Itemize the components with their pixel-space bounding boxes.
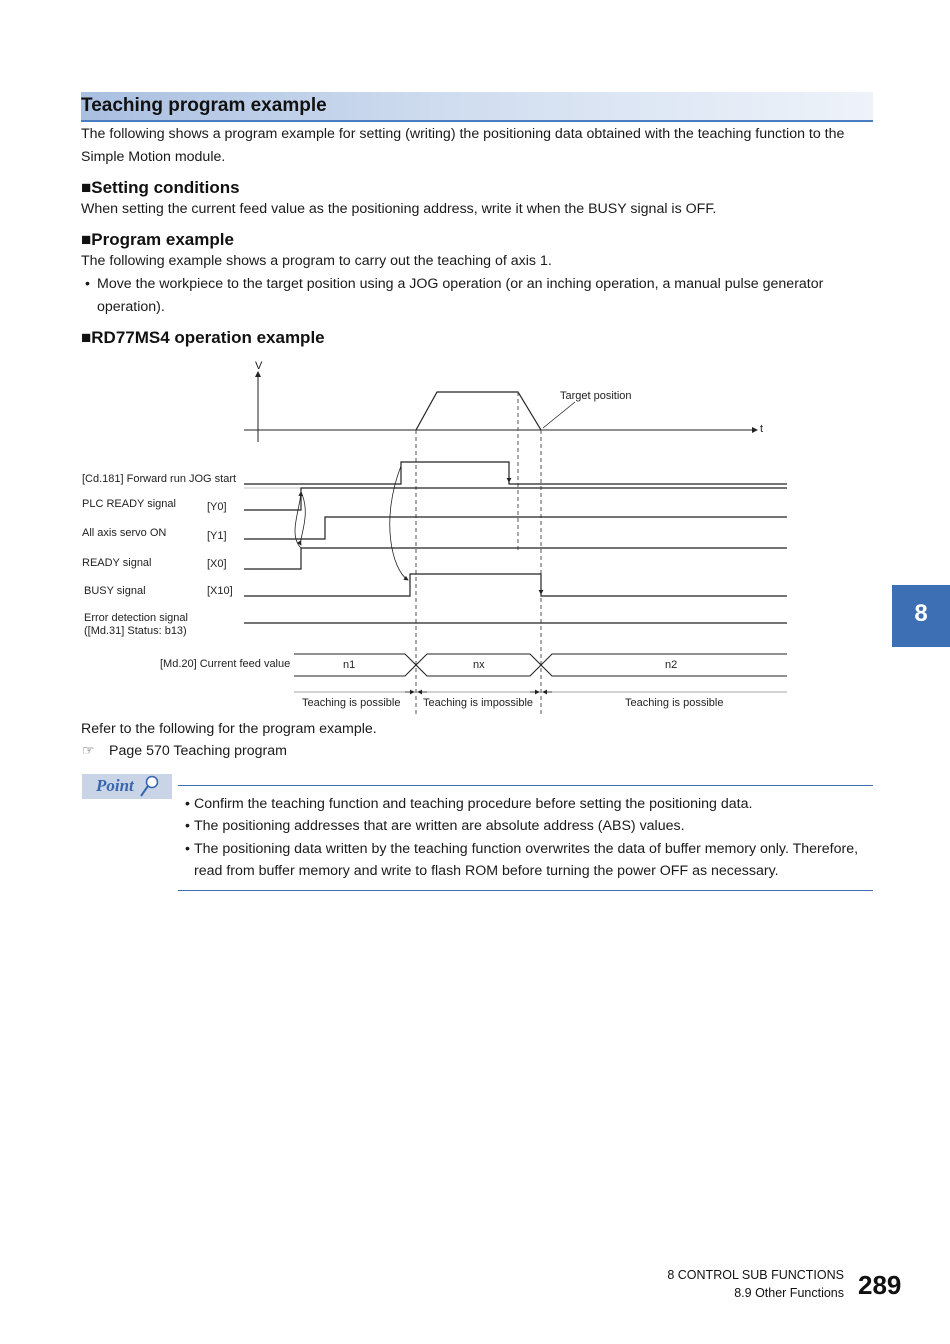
bullet-mark: •	[85, 276, 90, 292]
waveform-servo-on	[244, 517, 787, 539]
feed-value-nx: nx	[473, 659, 485, 671]
intro-line-1: The following shows a program example for setting (writing) the positioning data obtained with the teaching function to the	[81, 126, 845, 142]
point-item-1: Confirm the teaching function and teaching procedure before setting the positioning data.	[194, 796, 753, 812]
error-label-line-1: Error detection signal	[84, 612, 188, 624]
bullet-line-1: Move the workpiece to the target position using a JOG operation (or an inching operation, a manual pulse generator	[97, 276, 824, 292]
waveform-plc-ready	[244, 488, 787, 510]
signal-label-jog: [Cd.181] Forward run JOG start	[82, 473, 237, 485]
point-bullet-3: •	[185, 841, 190, 857]
section-title: Teaching program example	[81, 95, 327, 116]
point-bullet-2: •	[185, 818, 190, 834]
chapter-tab[interactable]: 8	[892, 585, 950, 647]
teaching-possible-2: Teaching is possible	[625, 697, 724, 709]
intro-line-2: Simple Motion module.	[81, 148, 226, 165]
feed-value-n1: n1	[343, 659, 356, 671]
reference-text: Refer to the following for the program example.	[81, 721, 377, 737]
footer-section: 8.9 Other Functions	[734, 1286, 844, 1300]
waveform-busy	[244, 574, 787, 596]
waveform-jog-start	[244, 462, 787, 484]
timing-diagram	[0, 340, 950, 715]
reference-link[interactable]: Page 570 Teaching program	[109, 743, 287, 759]
feed-value-label: [Md.20] Current feed value	[160, 658, 291, 670]
point-divider-top	[178, 785, 873, 786]
t-axis-label: t	[760, 423, 764, 435]
signal-device-x10: [X10]	[207, 585, 233, 597]
signal-label-ready: READY signal	[82, 557, 152, 569]
v-axis-label: V	[255, 360, 263, 372]
point-label: Point	[96, 776, 134, 795]
link-hand-icon: ☞	[82, 743, 95, 759]
teaching-possible-1: Teaching is possible	[302, 697, 401, 709]
footer-chapter: 8 CONTROL SUB FUNCTIONS	[667, 1268, 844, 1282]
signal-label-plc-ready: PLC READY signal	[82, 498, 176, 510]
section-title-bar	[81, 92, 873, 122]
signal-device-y0: [Y0]	[207, 501, 227, 513]
teaching-impossible: Teaching is impossible	[423, 697, 534, 709]
signal-label-servo-on: All axis servo ON	[82, 527, 167, 539]
arrow-jog-to-busy	[390, 466, 408, 580]
point-item-3-continued: read from buffer memory and write to flash ROM before turning the power OFF as necessary.	[194, 863, 779, 879]
point-bullet-1: •	[185, 796, 190, 812]
setting-conditions-heading: ■Setting conditions	[81, 178, 240, 197]
target-position-label: Target position	[560, 390, 632, 402]
feed-value-n2: n2	[665, 659, 678, 671]
operation-example-heading: ■RD77MS4 operation example	[81, 328, 325, 347]
bullet-line-2: operation).	[97, 298, 165, 315]
point-item-2: The positioning addresses that are written are absolute address (ABS) values.	[194, 818, 685, 834]
point-item-3: The positioning data written by the teaching function overwrites the data of buffer memory only. Therefore,	[194, 841, 859, 857]
program-example-text: The following example shows a program to carry out the teaching of axis 1.	[81, 253, 552, 269]
magnifier-icon	[138, 774, 160, 798]
point-divider-bottom	[178, 890, 873, 891]
program-example-heading: ■Program example	[81, 230, 234, 249]
signal-label-busy: BUSY signal	[84, 585, 146, 597]
intro-paragraph	[81, 123, 881, 168]
setting-conditions-text: When setting the current feed value as the positioning address, write it when the BUSY signal is OFF.	[81, 201, 717, 217]
error-label-line-2: ([Md.31] Status: b13)	[84, 625, 187, 637]
target-position-pointer	[543, 402, 575, 428]
bullet-item	[97, 273, 877, 318]
page-number: 289	[858, 1270, 902, 1300]
waveform-ready	[244, 548, 787, 569]
velocity-profile	[416, 392, 541, 430]
signal-device-x0: [X0]	[207, 558, 227, 570]
signal-device-y1: [Y1]	[207, 530, 227, 542]
